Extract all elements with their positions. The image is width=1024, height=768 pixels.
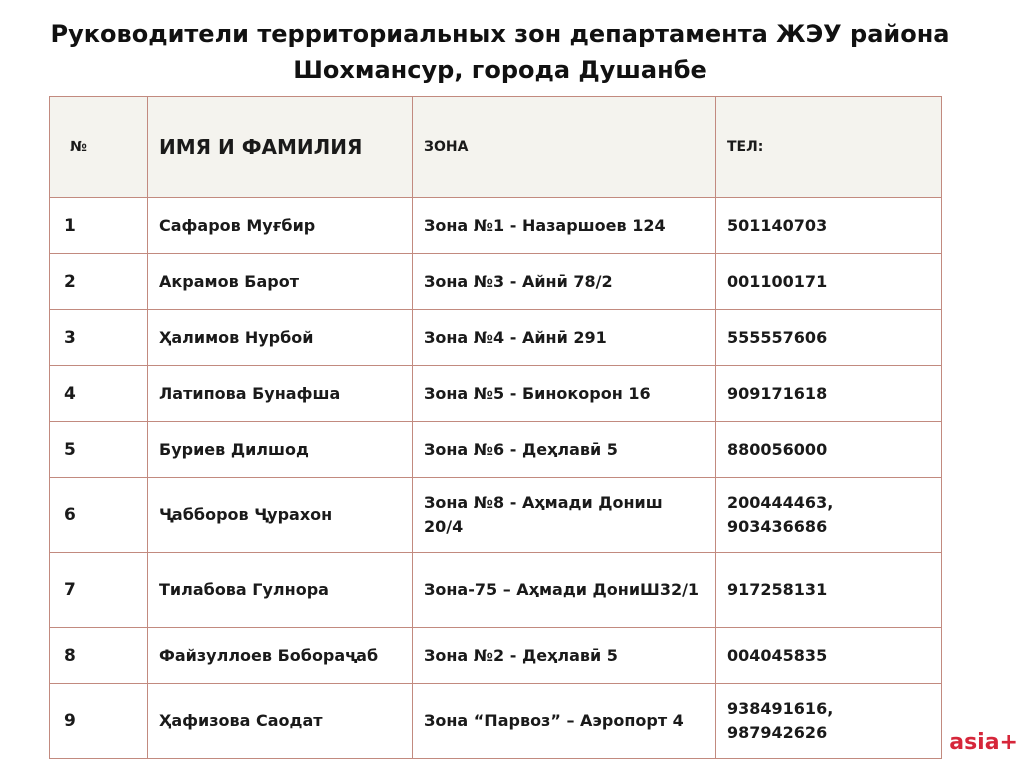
row-number: 2 (50, 254, 148, 310)
row-name: Тилабова Гулнора (148, 553, 413, 628)
row-name: Буриев Дилшод (148, 422, 413, 478)
header-phone: ТЕЛ: (716, 97, 942, 198)
row-phone: 880056000 (716, 422, 942, 478)
row-number: 4 (50, 366, 148, 422)
table-row (50, 254, 942, 310)
brand-logo: asia+ (949, 730, 1018, 755)
row-number: 6 (50, 478, 148, 553)
row-number: 7 (50, 553, 148, 628)
row-name: Сафаров Муғбир (148, 198, 413, 254)
page-title (0, 16, 1000, 88)
table-row (50, 628, 942, 684)
row-number: 1 (50, 198, 148, 254)
row-zone: Зона №4 - Айнӣ 291 (413, 310, 716, 366)
row-name: Акрамов Барот (148, 254, 413, 310)
row-zone: Зона №5 - Бинокорон 16 (413, 366, 716, 422)
row-number: 9 (50, 684, 148, 759)
row-phone: 200444463, 903436686 (716, 478, 942, 553)
table-row (50, 198, 942, 254)
row-zone: Зона №3 - Айнӣ 78/2 (413, 254, 716, 310)
header-number: № (50, 97, 148, 198)
table-row (50, 366, 942, 422)
table-header-row (50, 97, 942, 198)
row-zone: Зона №2 - Деҳлавӣ 5 (413, 628, 716, 684)
row-phone: 004045835 (716, 628, 942, 684)
row-zone: Зона №6 - Деҳлавӣ 5 (413, 422, 716, 478)
title-line-2: Шохмансур, города Душанбе (293, 56, 707, 84)
row-name: Ҷабборов Ҷурахон (148, 478, 413, 553)
row-phone: 909171618 (716, 366, 942, 422)
row-phone: 001100171 (716, 254, 942, 310)
header-zone: ЗОНА (413, 97, 716, 198)
row-phone: 555557606 (716, 310, 942, 366)
row-name: Ҳалимов Нурбой (148, 310, 413, 366)
row-name: Файзуллоев Бобораҷаб (148, 628, 413, 684)
table-row (50, 422, 942, 478)
table-row (50, 684, 942, 759)
row-name: Ҳафизова Саодат (148, 684, 413, 759)
row-name: Латипова Бунафша (148, 366, 413, 422)
title-line-1: Руководители территориальных зон департамента ЖЭУ района (50, 20, 950, 48)
table-row (50, 310, 942, 366)
row-number: 3 (50, 310, 148, 366)
row-phone: 938491616, 987942626 (716, 684, 942, 759)
row-zone: Зона-75 – Аҳмади ДониШ32/1 (413, 553, 716, 628)
zone-leaders-table (49, 96, 942, 759)
row-zone: Зона “Парвоз” – Аэропорт 4 (413, 684, 716, 759)
row-number: 8 (50, 628, 148, 684)
header-name: ИМЯ И ФАМИЛИЯ (148, 97, 413, 198)
table-row (50, 478, 942, 553)
row-phone: 501140703 (716, 198, 942, 254)
row-number: 5 (50, 422, 148, 478)
table-row (50, 553, 942, 628)
row-zone: Зона №1 - Назаршоев 124 (413, 198, 716, 254)
row-zone: Зона №8 - Аҳмади Дониш 20/4 (413, 478, 716, 553)
row-phone: 917258131 (716, 553, 942, 628)
